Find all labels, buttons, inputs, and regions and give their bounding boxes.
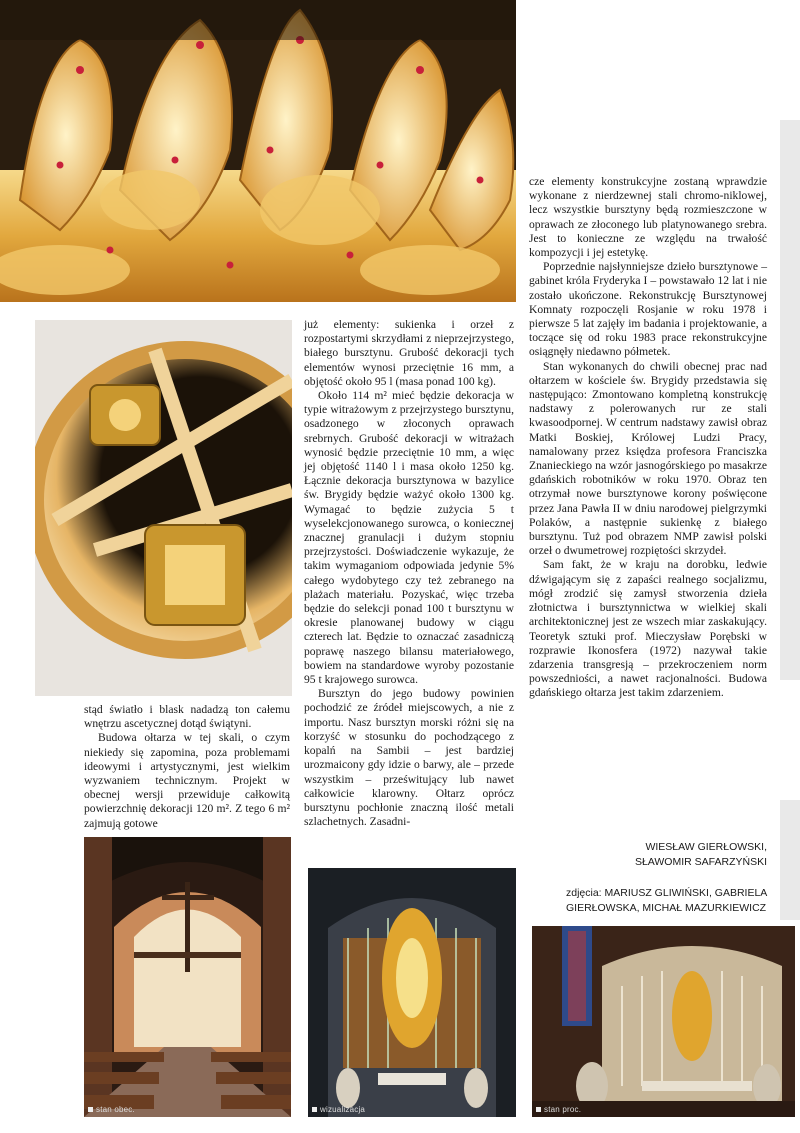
credit-line: GIERŁOWSKA, MICHAŁ MAZURKIEWICZ bbox=[566, 902, 767, 914]
paragraph: Około 114 m² mieć będzie dekoracja w typie witrażowym z przejrzystego bursztynu, osadzonego w złoconych oprawach srebrnych. Grubość dekoracji w witrażach wynosić będzie przeciętnie 10 mm, a więc jej objętość 1140 l i masa około 1250 kg. Łącznie dekoracja bursztynowa w bazylice św. Brygidy będzie ważyć około 1300 kg. Wymagać to będzie zużycia 5 t wyselekcjonowanego surowca, o koniecznej znacznej granulacji i dużym stopniu przejrzystości. Doświadczenie wykazuje, że takim wymaganiom odpowiada jedynie 5% całego wydobytego czy też zebranego na plażach materiału. Pozyskać, więc trzeba będzie do selekcji ponad 100 t bursztynu w okresie planowanej budowy w ciągu czterech lat. Będzie to oznaczać zasadniczą poprawę naszego bilansu materiałowego, bowiem na standardowe wyroby pozostanie 95 t krajowego surowca. bbox=[304, 389, 514, 687]
photo-caption: wizualizacja bbox=[312, 1105, 365, 1114]
church-interior-photo-process bbox=[532, 926, 795, 1117]
altar-visualization-photo bbox=[308, 868, 516, 1117]
amber-wheel-photo bbox=[35, 320, 292, 696]
amber-crown-photo bbox=[0, 0, 516, 302]
paragraph: cze elementy konstrukcyjne zostaną wprawdzie wykonane z nierdzewnej stali chromo-niklowej, lecz wszystkie bursztyny będą rozmieszczone w oprawach ze złoconego lub platynowanego srebra. Jest to konieczne ze względu na trwałość kompozycji i jej estetykę. bbox=[529, 175, 767, 260]
paragraph: Bursztyn do jego budowy powinien pochodzić ze źródeł miejscowych, a nie z importu. Nasz bursztyn morski różni się na korzyść w stosunku do pochodzącego z kopalń na Sambii – jest bardziej urozmaicony gdy idzie o barwy, ale – przede wszystkim – prześwitujący lub nawet całkowicie klarowny. Ołtarz oprócz bursztynu pochłonie znaczną ilość metali szlachetnych. Zasadni- bbox=[304, 687, 514, 829]
credit-line: zdjęcia: MARIUSZ GLIWIŃSKI, GABRIELA bbox=[566, 887, 768, 899]
paragraph: już elementy: sukienka i orzeł z rozpostartymi skrzydłami z nieprzejrzystego, białego bursztynu. Grubość dekoracji tych elementów wynosi przeciętnie 16 mm, a objętość około 95 l (masa ponad 100 kg). bbox=[304, 318, 514, 388]
paragraph: Stan wykonanych do chwili obecnej prac nad ołtarzem w kościele św. Brygidy przedstawia się następująco: Zmontowano kompletną konstrukcję nadstawy z polerowanych rur ze stali kwasoodpornej. W centrum nadstawy zawisł obraz Matki Boskiej, Królowej Ludzi Pracy, namalowany przez księdza profesora Franciszka Znanieckiego na wzór jasnogórskiego po masakrze gdańskich robotników w roku 1970. Obraz ten otrzymał nowe bursztynowe korony poświęcone przez Jana Pawła II w dniu narodowej pielgrzymki Polaków, a następnie sukienkę z białego bursztynu. Tuż pod obrazem NMP zawisł polski orzeł o dwumetrowej rozpiętości skrzydeł. bbox=[529, 359, 767, 558]
paragraph: stąd światło i blask nadadzą ton całemu wnętrzu ascetycznej dotąd świątyni. bbox=[84, 703, 290, 731]
photo-credits bbox=[566, 886, 786, 916]
text-column-right bbox=[529, 175, 767, 825]
paragraph: Poprzednie najsłynniejsze dzieło bursztynowe – gabinet króla Fryderyka I – powstawało 12 lat i nie zostało ukończone. Rekonstrukcję Bursztynowej Komnaty rozpoczęli Rosjanie w roku 1978 i pierwsze 5 lat zajęły im badania i projektowanie, a toczące się od roku 1983 prace rekonstrukcyjne osiągnęły niedawno półmetek. bbox=[529, 260, 767, 359]
author-byline bbox=[560, 840, 767, 870]
author-name: SŁAWOMIR SAFARZYŃSKI bbox=[634, 856, 767, 868]
text-column-left bbox=[84, 703, 290, 831]
paragraph: Sam fakt, że w kraju na dorobku, ledwie dźwigającym się z zapaści realnego socjalizmu, mógł zrodzić się zamysł stworzenia dzieła złotnictwa i bursztynnictwa w wielkiej skali architektonicznej jest ze wszech miar zaskakujący. Teoretyk sztuki prof. Mieczysław Porębski w rozprawie Ikonosfera (1972) nazywał takie zdarzenia transgresją – przekroczeniem norm powszedniości, a nawet racjonalności. Budowa gdańskiego ołtarza jest takim zdarzeniem. bbox=[529, 558, 767, 700]
photo-caption: stan obec. bbox=[88, 1105, 135, 1114]
paragraph: Budowa ołtarza w tej skali, o czym niekiedy się zapomina, poza problemami ideowymi i artystycznymi, jest wielkim wyzwaniem technicznym. Projekt w obecnej wersji przewiduje całkowitą powierzchnię dekoracji 120 m². Z tego 6 m² zajmują gotowe bbox=[84, 731, 290, 830]
margin-shade bbox=[780, 120, 800, 680]
author-name: WIESŁAW GIERŁOWSKI, bbox=[645, 841, 767, 853]
photo-caption: stan proc. bbox=[536, 1105, 581, 1114]
church-interior-photo-current bbox=[84, 837, 291, 1117]
text-column-middle bbox=[304, 318, 514, 848]
